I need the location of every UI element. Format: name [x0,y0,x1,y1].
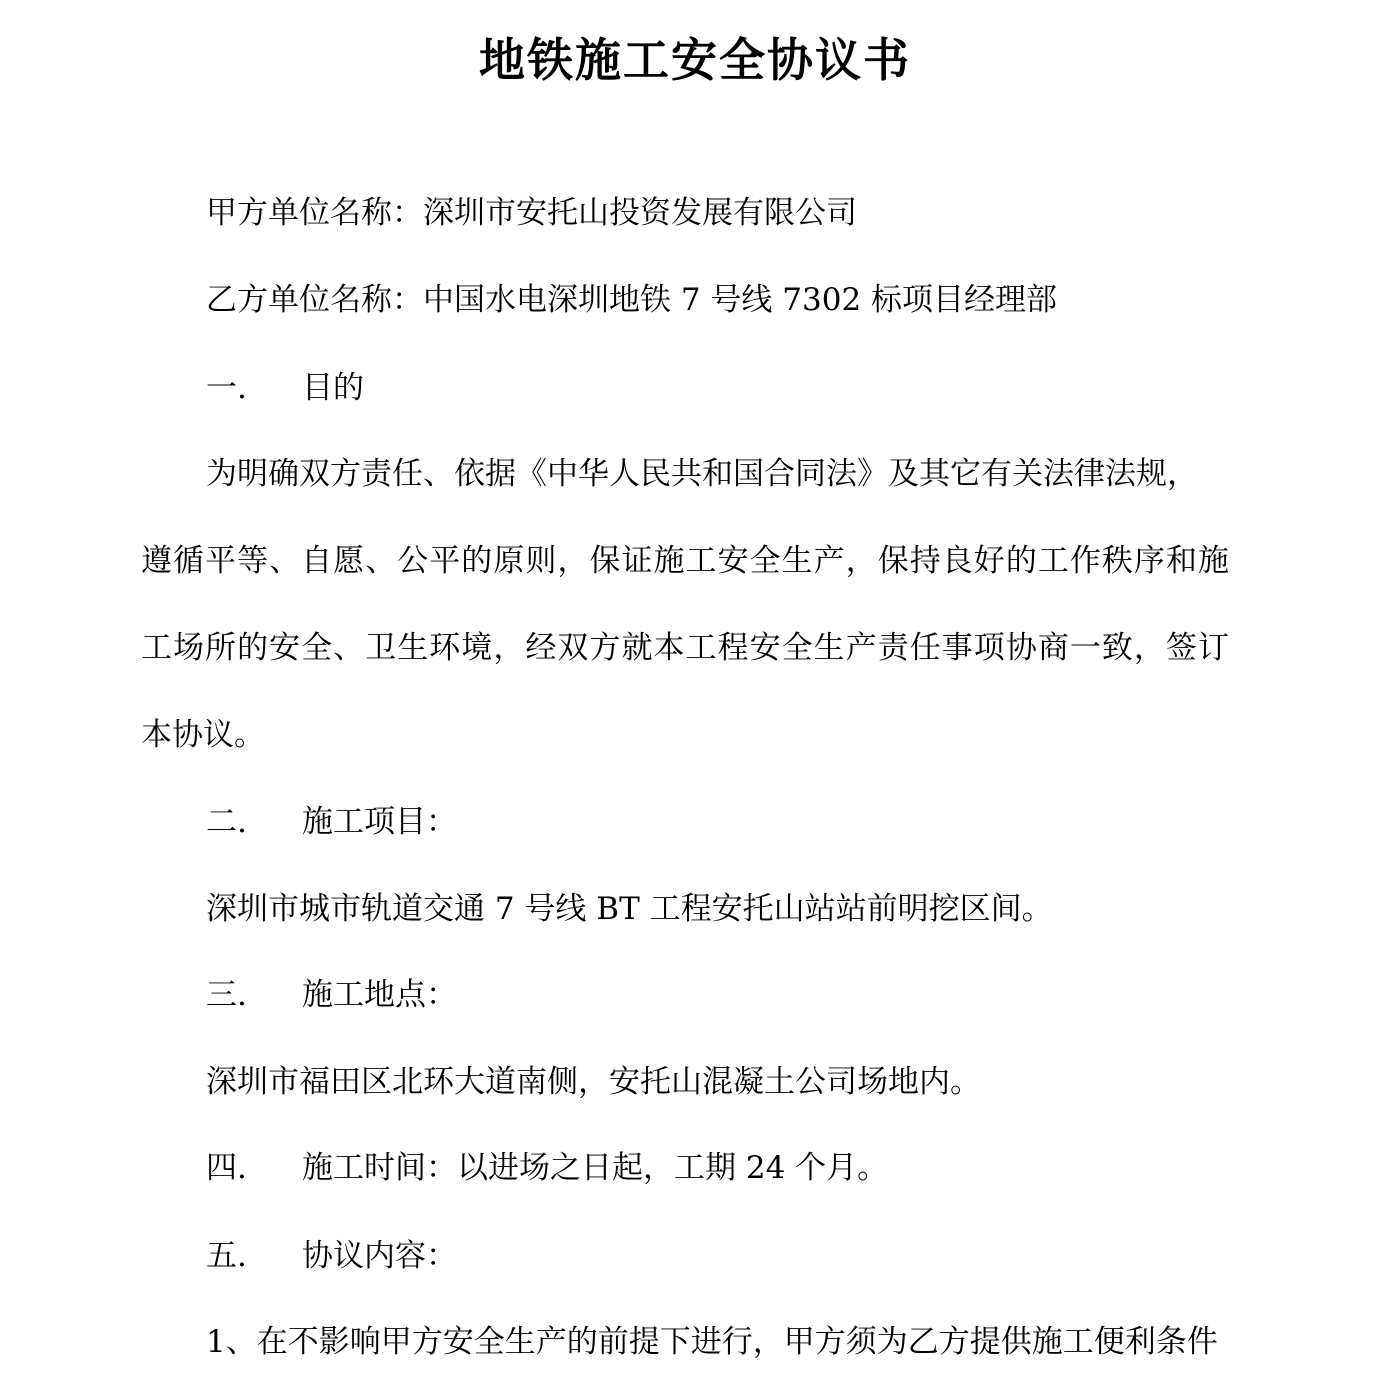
paragraph-line: 为明确双方责任、依据《中华人民共和国合同法》及其它有关法律法规， [206,456,1198,492]
party-a-line: 甲方单位名称：深圳市安托山投资发展有限公司 [206,195,857,231]
section-title: 施工项目： [302,804,457,840]
section-1-heading [206,366,364,410]
section-number: 二. [206,804,247,840]
section-title: 施工地点： [302,977,457,1013]
document-title: 地铁施工安全协议书 [479,33,911,87]
section-title: 协议内容： [302,1238,457,1274]
section-5-heading [206,1234,457,1278]
section-number: 五. [206,1238,247,1274]
section-3-heading [206,973,457,1017]
paragraph-line: 本协议。 [141,717,265,753]
party-b-line: 乙方单位名称：中国水电深圳地铁 7 号线 7302 标项目经理部 [206,282,1058,318]
section-title: 施工时间：以进场之日起，工期 24 个月。 [302,1150,889,1186]
section-4-heading [206,1146,888,1190]
paragraph-line: 深圳市城市轨道交通 7 号线 BT 工程安托山站站前明挖区间。 [206,891,1053,927]
paragraph-line: 工场所的安全、卫生环境，经双方就本工程安全生产责任事项协商一致，签订 [141,630,1229,666]
section-number: 一. [206,370,247,406]
section-number: 三. [206,977,247,1013]
section-title: 目的 [302,370,364,406]
paragraph-line: 1、在不影响甲方安全生产的前提下进行，甲方须为乙方提供施工便利条件 [206,1324,1218,1360]
section-number: 四. [206,1150,247,1186]
paragraph-line: 遵循平等、自愿、公平的原则，保证施工安全生产，保持良好的工作秩序和施 [141,543,1229,579]
section-2-heading [206,800,457,844]
paragraph-line: 深圳市福田区北环大道南侧，安托山混凝土公司场地内。 [206,1064,981,1100]
